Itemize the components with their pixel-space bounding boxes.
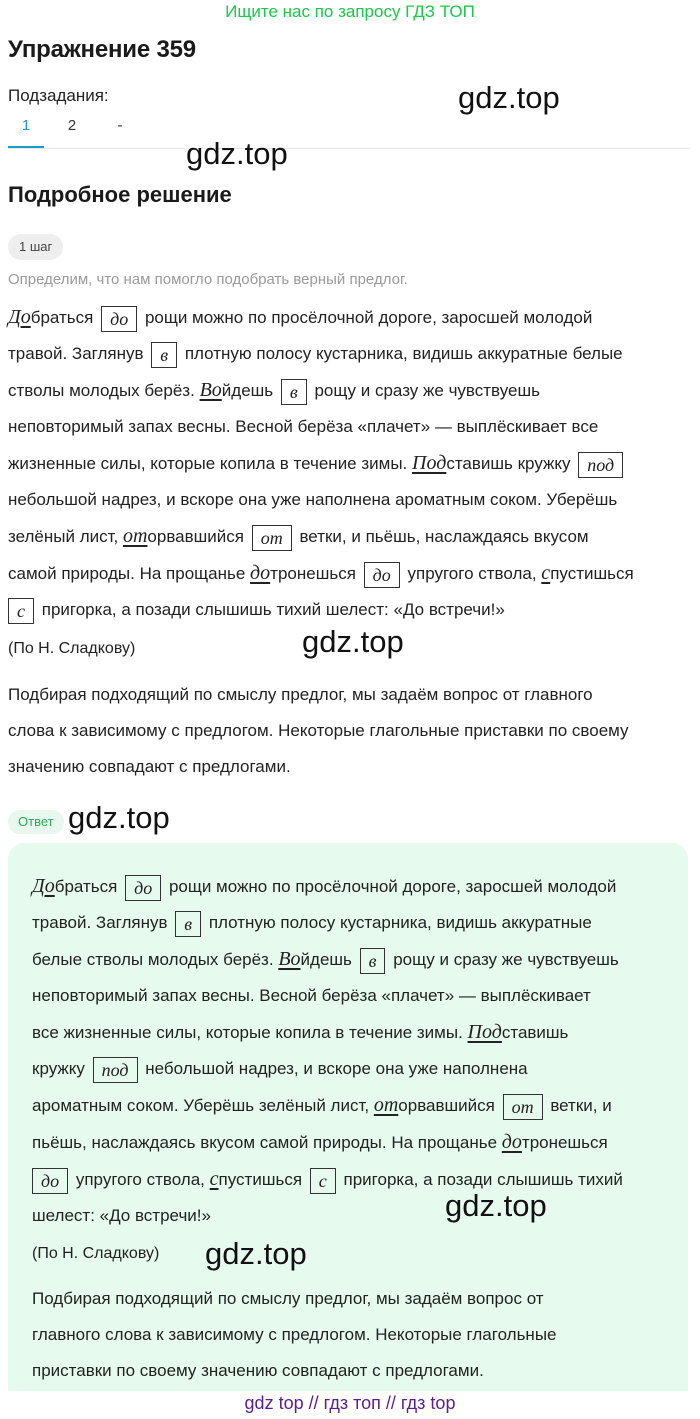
subtasks-label: Подзадания: (8, 86, 109, 105)
preposition-box: до (101, 306, 137, 332)
passage-text: небольшой надрез, и вскоре она уже наполнена ароматным соком. Уберёшь (8, 490, 618, 509)
word-part: ставишь кружку (446, 454, 571, 473)
answer-text: плотную полосу кустарника, видишь аккуратные (208, 913, 592, 932)
answer-text: белые стволы молодых берёз. (32, 950, 274, 969)
answer-explanation (32, 1281, 682, 1389)
answer-text: рощи можно по просёлочной дороге, заросшей молодой (168, 877, 617, 896)
tab-subtask-more[interactable]: - (117, 117, 123, 134)
answer-passage (32, 868, 682, 1234)
passage-text: пригорка, а позади слышишь тихий шелест: «До встречи!» (41, 600, 505, 619)
word-part: йдешь (300, 950, 352, 969)
answer-text: ветки, и (550, 1096, 612, 1115)
answer-line (32, 1198, 682, 1234)
word-part: йдешь (221, 381, 274, 400)
answer-author-credit: (По Н. Сладкову) (32, 1245, 160, 1262)
preposition-box: до (364, 562, 400, 588)
answer-text: травой. Заглянув (32, 913, 168, 932)
passage-line (8, 336, 698, 372)
passage-text: жизненные силы, которые копила в течение зимы. (8, 454, 408, 473)
passage-text: зелёный лист, (8, 527, 119, 546)
answer-text: пригорка, а позади слышишь тихий (343, 1170, 623, 1189)
preposition-box: с (310, 1168, 336, 1194)
word-part: тронешься (270, 564, 356, 583)
prefix-mark: от (373, 1094, 399, 1116)
passage-line (8, 555, 698, 592)
preposition-box: от (252, 525, 292, 551)
search-hint-banner: Ищите нас по запросу ГДЗ ТОП (225, 2, 475, 21)
word-part: браться (54, 877, 118, 896)
prefix-mark: с (541, 562, 551, 584)
word-part: орвавшийся (147, 527, 244, 546)
passage-text: ветки, и пьёшь, наслаждаясь вкусом (299, 527, 589, 546)
passage-text: стволы молодых берёз. (8, 381, 195, 400)
answer-text: рощу и сразу же чувствуешь (393, 950, 619, 969)
answer-line (32, 1051, 682, 1087)
word-part: пустишься (550, 564, 634, 583)
solution-passage (8, 299, 698, 628)
preposition-box: до (32, 1168, 68, 1194)
watermark: gdz.top (186, 136, 288, 171)
watermark: gdz.top (205, 1236, 307, 1271)
passage-text: неповторимый запах весны. Весной берёза «плачет» — выплёскивает все (8, 417, 599, 436)
passage-text: плотную полосу кустарника, видишь аккуратные белые (184, 344, 623, 363)
prefix-mark: Под (412, 452, 447, 474)
preposition-box: под (93, 1057, 138, 1083)
preposition-box: в (175, 911, 201, 937)
prefix-mark: До (8, 306, 31, 328)
preposition-box: от (503, 1094, 543, 1120)
answer-line (32, 978, 682, 1014)
explanation-line: слова к зависимому с предлогом. Некоторые глагольные приставки по своему (8, 721, 629, 740)
watermark: gdz.top (68, 800, 170, 835)
watermark: gdz.top (445, 1188, 547, 1223)
page-title: Упражнение 359 (8, 36, 196, 63)
answer-line (32, 941, 682, 978)
explanation-line: приставки по своему значению совпадают с предлогами. (32, 1361, 484, 1380)
passage-line (8, 299, 698, 336)
watermark: gdz.top (302, 624, 404, 659)
answer-text: упругого ствола, (75, 1170, 205, 1189)
word-part: ставишь (501, 1023, 569, 1042)
word-part: пустишься (218, 1170, 303, 1189)
solution-hint: Определим, что нам помогло подобрать верный предлог. (8, 271, 408, 288)
explanation-line: Подбирая подходящий по смыслу предлог, мы задаём вопрос от (32, 1289, 544, 1308)
answer-line (32, 1087, 682, 1124)
passage-line (8, 445, 698, 482)
preposition-box: под (578, 452, 623, 478)
tab-subtask-1[interactable]: 1 (8, 112, 44, 148)
explanation-line: Подбирая подходящий по смыслу предлог, мы задаём вопрос от главного (8, 685, 593, 704)
solution-heading: Подробное решение (8, 182, 232, 207)
answer-line (32, 868, 682, 905)
answer-text: шелест: «До встречи!» (32, 1206, 211, 1225)
prefix-mark: Под (467, 1021, 502, 1043)
prefix-mark: Во (278, 948, 301, 970)
passage-line (8, 592, 698, 628)
tab-subtask-2[interactable]: 2 (67, 117, 77, 134)
prefix-mark: до (501, 1131, 522, 1153)
prefix-mark: До (32, 875, 55, 897)
passage-text: рощу и сразу же чувствуешь (314, 381, 540, 400)
answer-line (32, 1014, 682, 1051)
prefix-mark: Во (199, 379, 222, 401)
preposition-box: с (8, 598, 34, 624)
preposition-box: до (125, 875, 161, 901)
answer-line (32, 905, 682, 941)
prefix-mark: от (122, 525, 148, 547)
passage-text: рощи можно по просёлочной дороге, заросшей молодой (144, 308, 593, 327)
passage-line (8, 518, 698, 555)
watermark: gdz.top (458, 80, 560, 115)
answer-badge: Ответ (8, 810, 64, 834)
preposition-box: в (151, 342, 177, 368)
answer-text: небольшой надрез, и вскоре она уже наполнена (145, 1059, 528, 1078)
step-badge: 1 шаг (8, 234, 63, 260)
footer-links[interactable]: gdz top // гдз топ // гдз top (244, 1393, 456, 1413)
passage-line (8, 409, 698, 445)
explanation-text (8, 677, 698, 785)
passage-line (8, 372, 698, 409)
explanation-line: значению совпадают с предлогами. (8, 757, 291, 776)
passage-line (8, 482, 698, 518)
prefix-mark: с (209, 1168, 219, 1190)
author-credit: (По Н. Сладкову) (8, 640, 136, 657)
answer-text: ароматным соком. Уберёшь зелёный лист, (32, 1096, 370, 1115)
answer-box (8, 843, 688, 1391)
preposition-box: в (281, 379, 307, 405)
subtask-tabs (8, 112, 690, 149)
passage-text: упругого ствола, (407, 564, 537, 583)
passage-text: самой природы. На прощанье (8, 564, 246, 583)
answer-text: пьёшь, наслаждаясь вкусом самой природы. На прощанье (32, 1133, 498, 1152)
explanation-line: главного слова к зависимому с предлогом. Некоторые глагольные (32, 1325, 557, 1344)
answer-text: неповторимый запах весны. Весной берёза «плачет» — выплёскивает (32, 986, 591, 1005)
answer-line (32, 1124, 682, 1161)
passage-text: травой. Заглянув (8, 344, 144, 363)
word-part: браться (30, 308, 94, 327)
answer-text: все жизненные силы, которые копила в течение зимы. (32, 1023, 463, 1042)
word-part: орвавшийся (398, 1096, 495, 1115)
preposition-box: в (360, 948, 386, 974)
answer-text: кружку (32, 1059, 85, 1078)
answer-line (32, 1161, 682, 1198)
word-part: тронешься (521, 1133, 608, 1152)
prefix-mark: до (250, 562, 271, 584)
